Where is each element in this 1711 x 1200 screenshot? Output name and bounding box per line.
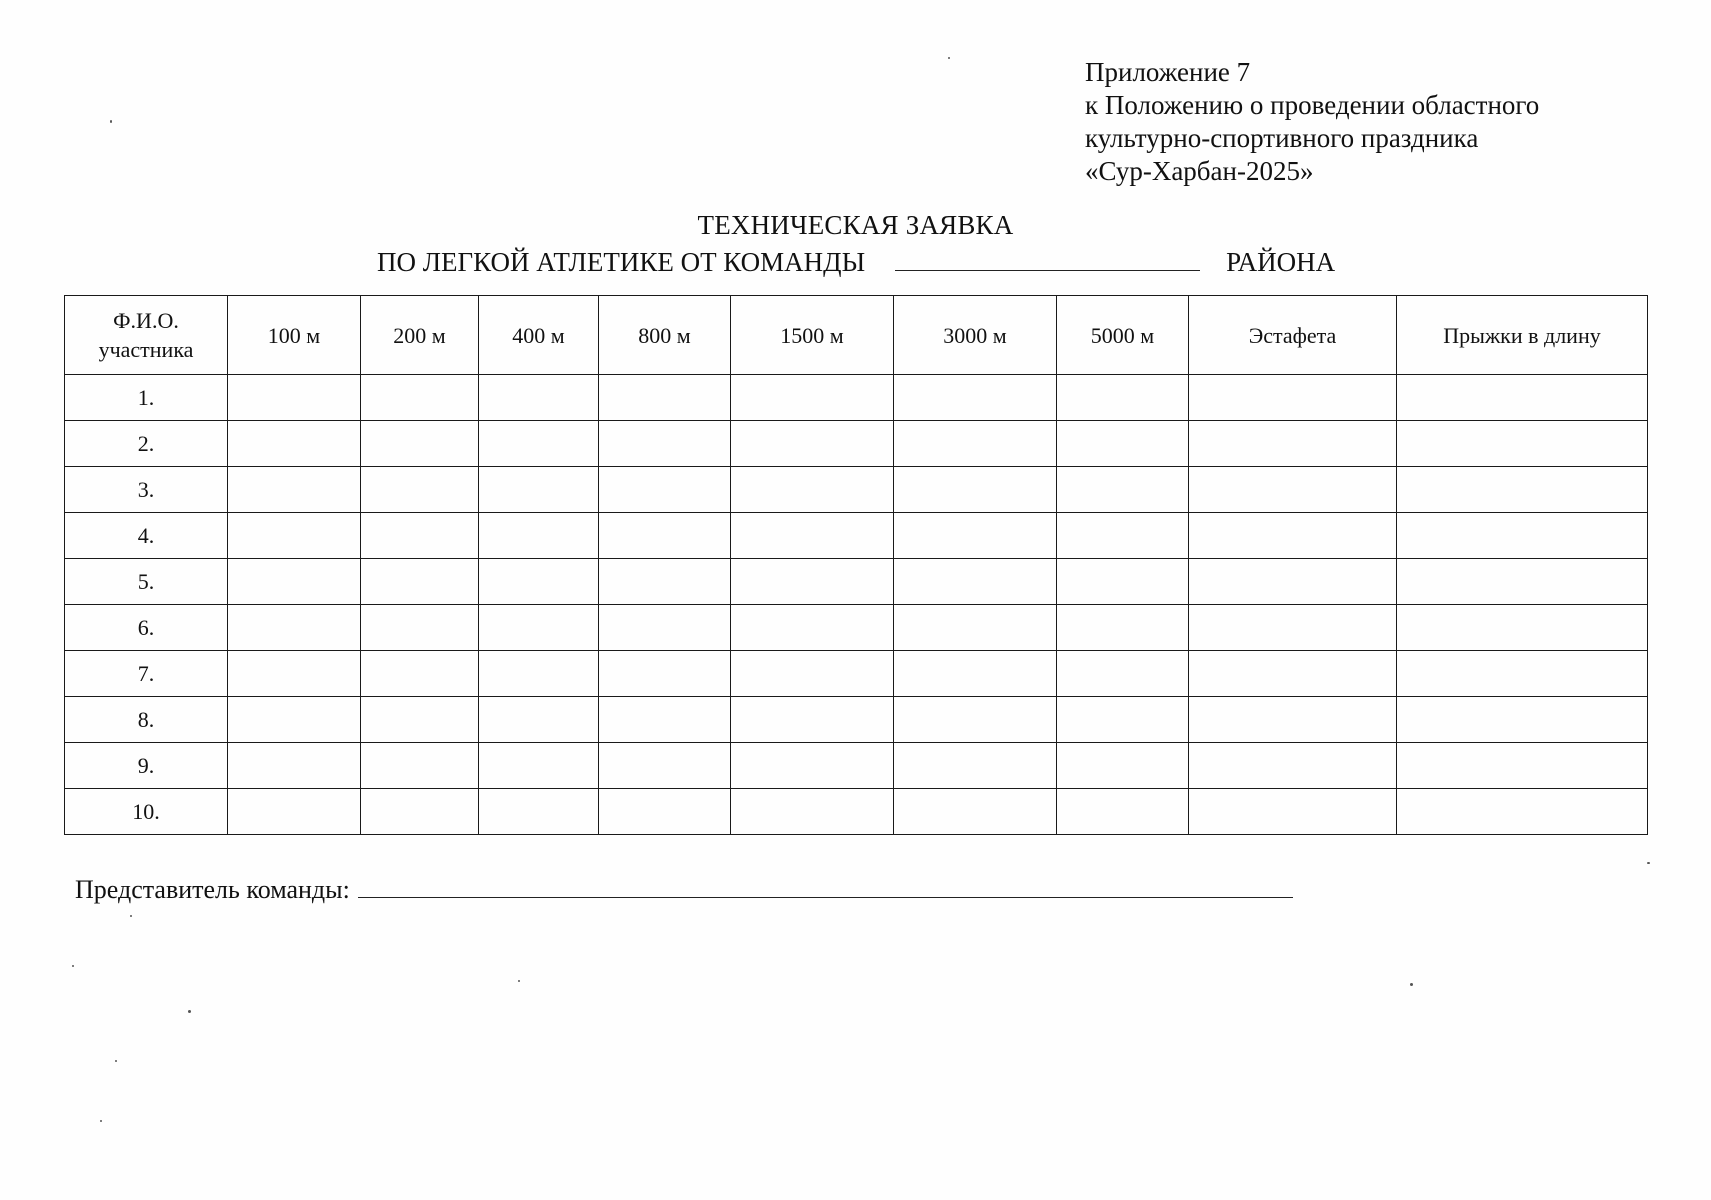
appendix-event-type: культурно-спортивного праздника [1085,123,1479,153]
scan-speck [948,57,950,59]
entry-cell[interactable] [1397,513,1648,559]
col-header-3000m [894,296,1057,375]
entry-cell[interactable] [1057,513,1189,559]
entry-cell[interactable] [361,559,479,605]
row-number: 4. [65,513,228,559]
entry-cell[interactable] [479,467,599,513]
col-header-label: 1500 м [780,322,844,348]
subtitle-prefix: ПО ЛЕГКОЙ АТЛЕТИКЕ ОТ КОМАНДЫ [377,247,866,277]
entry-cell[interactable] [361,789,479,835]
col-header-label: 100 м [267,322,321,348]
entry-cell[interactable] [361,605,479,651]
entry-cell[interactable] [228,743,361,789]
entry-cell[interactable] [228,559,361,605]
entry-cell[interactable] [228,651,361,697]
row-number: 9. [65,743,228,789]
entry-cell[interactable] [479,743,599,789]
entry-cell[interactable] [1189,375,1397,421]
entry-table [64,295,1648,835]
entry-cell[interactable] [731,467,894,513]
appendix-event-name: «Сур-Харбан-2025» [1085,156,1314,186]
entry-cell[interactable] [1057,559,1189,605]
entry-cell[interactable] [599,697,731,743]
entry-cell[interactable] [599,421,731,467]
entry-cell[interactable] [1397,605,1648,651]
entry-cell[interactable] [894,513,1057,559]
col-header-label: Эстафета [1248,322,1337,348]
scan-speck [130,915,132,917]
entry-cell[interactable] [228,605,361,651]
table-body [65,375,1648,835]
entry-cell[interactable] [1057,651,1189,697]
col-header-participant [65,296,228,375]
appendix-number: Приложение 7 [1085,57,1251,87]
entry-cell[interactable] [894,421,1057,467]
scan-speck [115,1060,117,1062]
table-row [65,743,1648,789]
col-header-label: 200 м [393,322,446,348]
entry-cell[interactable] [228,697,361,743]
entry-cell[interactable] [228,789,361,835]
entry-cell[interactable] [599,743,731,789]
entry-cell[interactable] [479,789,599,835]
entry-cell[interactable] [894,559,1057,605]
col-header-label: 400 м [512,322,565,348]
table-row [65,375,1648,421]
entry-cell[interactable] [228,421,361,467]
appendix-reference [1085,56,1539,188]
entry-cell[interactable] [361,421,479,467]
scan-speck [188,1010,191,1013]
entry-cell[interactable] [361,743,479,789]
entry-cell[interactable] [1189,697,1397,743]
entry-cell[interactable] [894,743,1057,789]
entry-cell[interactable] [1057,421,1189,467]
entry-cell[interactable] [731,651,894,697]
entry-cell[interactable] [1397,421,1648,467]
scan-speck [1410,983,1413,986]
row-number: 2. [65,421,228,467]
table-row [65,605,1648,651]
entry-cell[interactable] [731,559,894,605]
entry-cell[interactable] [599,559,731,605]
entry-cell[interactable] [1397,651,1648,697]
entry-cell[interactable] [479,559,599,605]
entry-cell[interactable] [1397,697,1648,743]
entry-cell[interactable] [361,697,479,743]
table-row [65,789,1648,835]
table-row [65,651,1648,697]
table-row [65,697,1648,743]
col-header-relay [1189,296,1397,375]
entry-cell[interactable] [361,375,479,421]
entry-cell[interactable] [894,697,1057,743]
entry-cell[interactable] [731,697,894,743]
entry-cell[interactable] [361,467,479,513]
entry-cell[interactable] [479,375,599,421]
row-number: 3. [65,467,228,513]
entry-cell[interactable] [479,697,599,743]
entry-cell[interactable] [1397,559,1648,605]
entry-cell[interactable] [1397,743,1648,789]
entry-cell[interactable] [894,375,1057,421]
row-number: 8. [65,697,228,743]
entry-cell[interactable] [1397,375,1648,421]
entry-cell[interactable] [479,421,599,467]
col-header-label: Прыжки в длину [1443,322,1601,348]
entry-cell[interactable] [1057,605,1189,651]
entry-cell[interactable] [1189,651,1397,697]
representative-signature [75,873,1293,905]
entry-cell[interactable] [599,467,731,513]
col-header-long-jump [1397,296,1648,375]
table-header-row [65,296,1648,375]
scan-speck [110,120,112,123]
entry-cell[interactable] [1189,605,1397,651]
table-row [65,559,1648,605]
representative-blank-line[interactable] [358,873,1293,898]
entry-cell[interactable] [1057,697,1189,743]
entry-cell[interactable] [894,467,1057,513]
entry-cell[interactable] [599,513,731,559]
col-header-label: 800 м [638,322,691,348]
entry-cell[interactable] [228,467,361,513]
entry-cell[interactable] [1397,789,1648,835]
entry-cell[interactable] [479,651,599,697]
col-header-label: 5000 м [1090,322,1155,348]
document-title: ТЕХНИЧЕСКАЯ ЗАЯВКА [697,210,1014,240]
entry-cell[interactable] [1189,513,1397,559]
row-number: 7. [65,651,228,697]
entry-cell[interactable] [1057,743,1189,789]
col-header-400m [479,296,599,375]
entry-cell[interactable] [599,605,731,651]
entry-cell[interactable] [228,513,361,559]
table-row [65,467,1648,513]
subtitle-suffix: РАЙОНА [1226,247,1336,277]
entry-cell[interactable] [361,651,479,697]
col-header-label: 3000 м [943,322,1007,348]
entry-cell[interactable] [1397,467,1648,513]
col-header-1500m [731,296,894,375]
row-number: 6. [65,605,228,651]
table-row [65,513,1648,559]
entry-cell[interactable] [1189,421,1397,467]
representative-label: Представитель команды: [75,875,350,904]
document-subtitle [377,244,1335,278]
col-header-200m [361,296,479,375]
row-number: 10. [65,789,228,835]
entry-cell[interactable] [731,789,894,835]
entry-cell[interactable] [1189,559,1397,605]
entry-cell[interactable] [599,651,731,697]
entry-cell[interactable] [731,513,894,559]
appendix-regulation: к Положению о проведении областного [1085,90,1540,120]
entry-cell[interactable] [599,789,731,835]
entry-cell[interactable] [894,651,1057,697]
entry-cell[interactable] [731,421,894,467]
entry-cell[interactable] [731,605,894,651]
scan-speck [518,980,520,982]
entry-cell[interactable] [731,375,894,421]
entry-cell[interactable] [1057,467,1189,513]
entry-cell[interactable] [479,513,599,559]
entry-cell[interactable] [1189,467,1397,513]
row-number: 5. [65,559,228,605]
scan-speck [1647,862,1650,864]
scan-speck [100,1120,102,1122]
col-header-5000m [1057,296,1189,375]
entry-cell[interactable] [361,513,479,559]
col-header-800m [599,296,731,375]
entry-cell[interactable] [1057,375,1189,421]
row-number: 1. [65,375,228,421]
entry-cell[interactable] [599,375,731,421]
entry-cell[interactable] [894,605,1057,651]
entry-cell[interactable] [1057,789,1189,835]
entry-cell[interactable] [228,375,361,421]
entry-cell[interactable] [731,743,894,789]
scan-speck [72,965,74,967]
entry-cell[interactable] [1189,743,1397,789]
team-name-blank-line[interactable] [895,244,1200,271]
col-header-label: Ф.И.О. участника [98,308,194,362]
table-row [65,421,1648,467]
entry-cell[interactable] [894,789,1057,835]
entry-cell[interactable] [1189,789,1397,835]
entry-cell[interactable] [479,605,599,651]
col-header-100m [228,296,361,375]
